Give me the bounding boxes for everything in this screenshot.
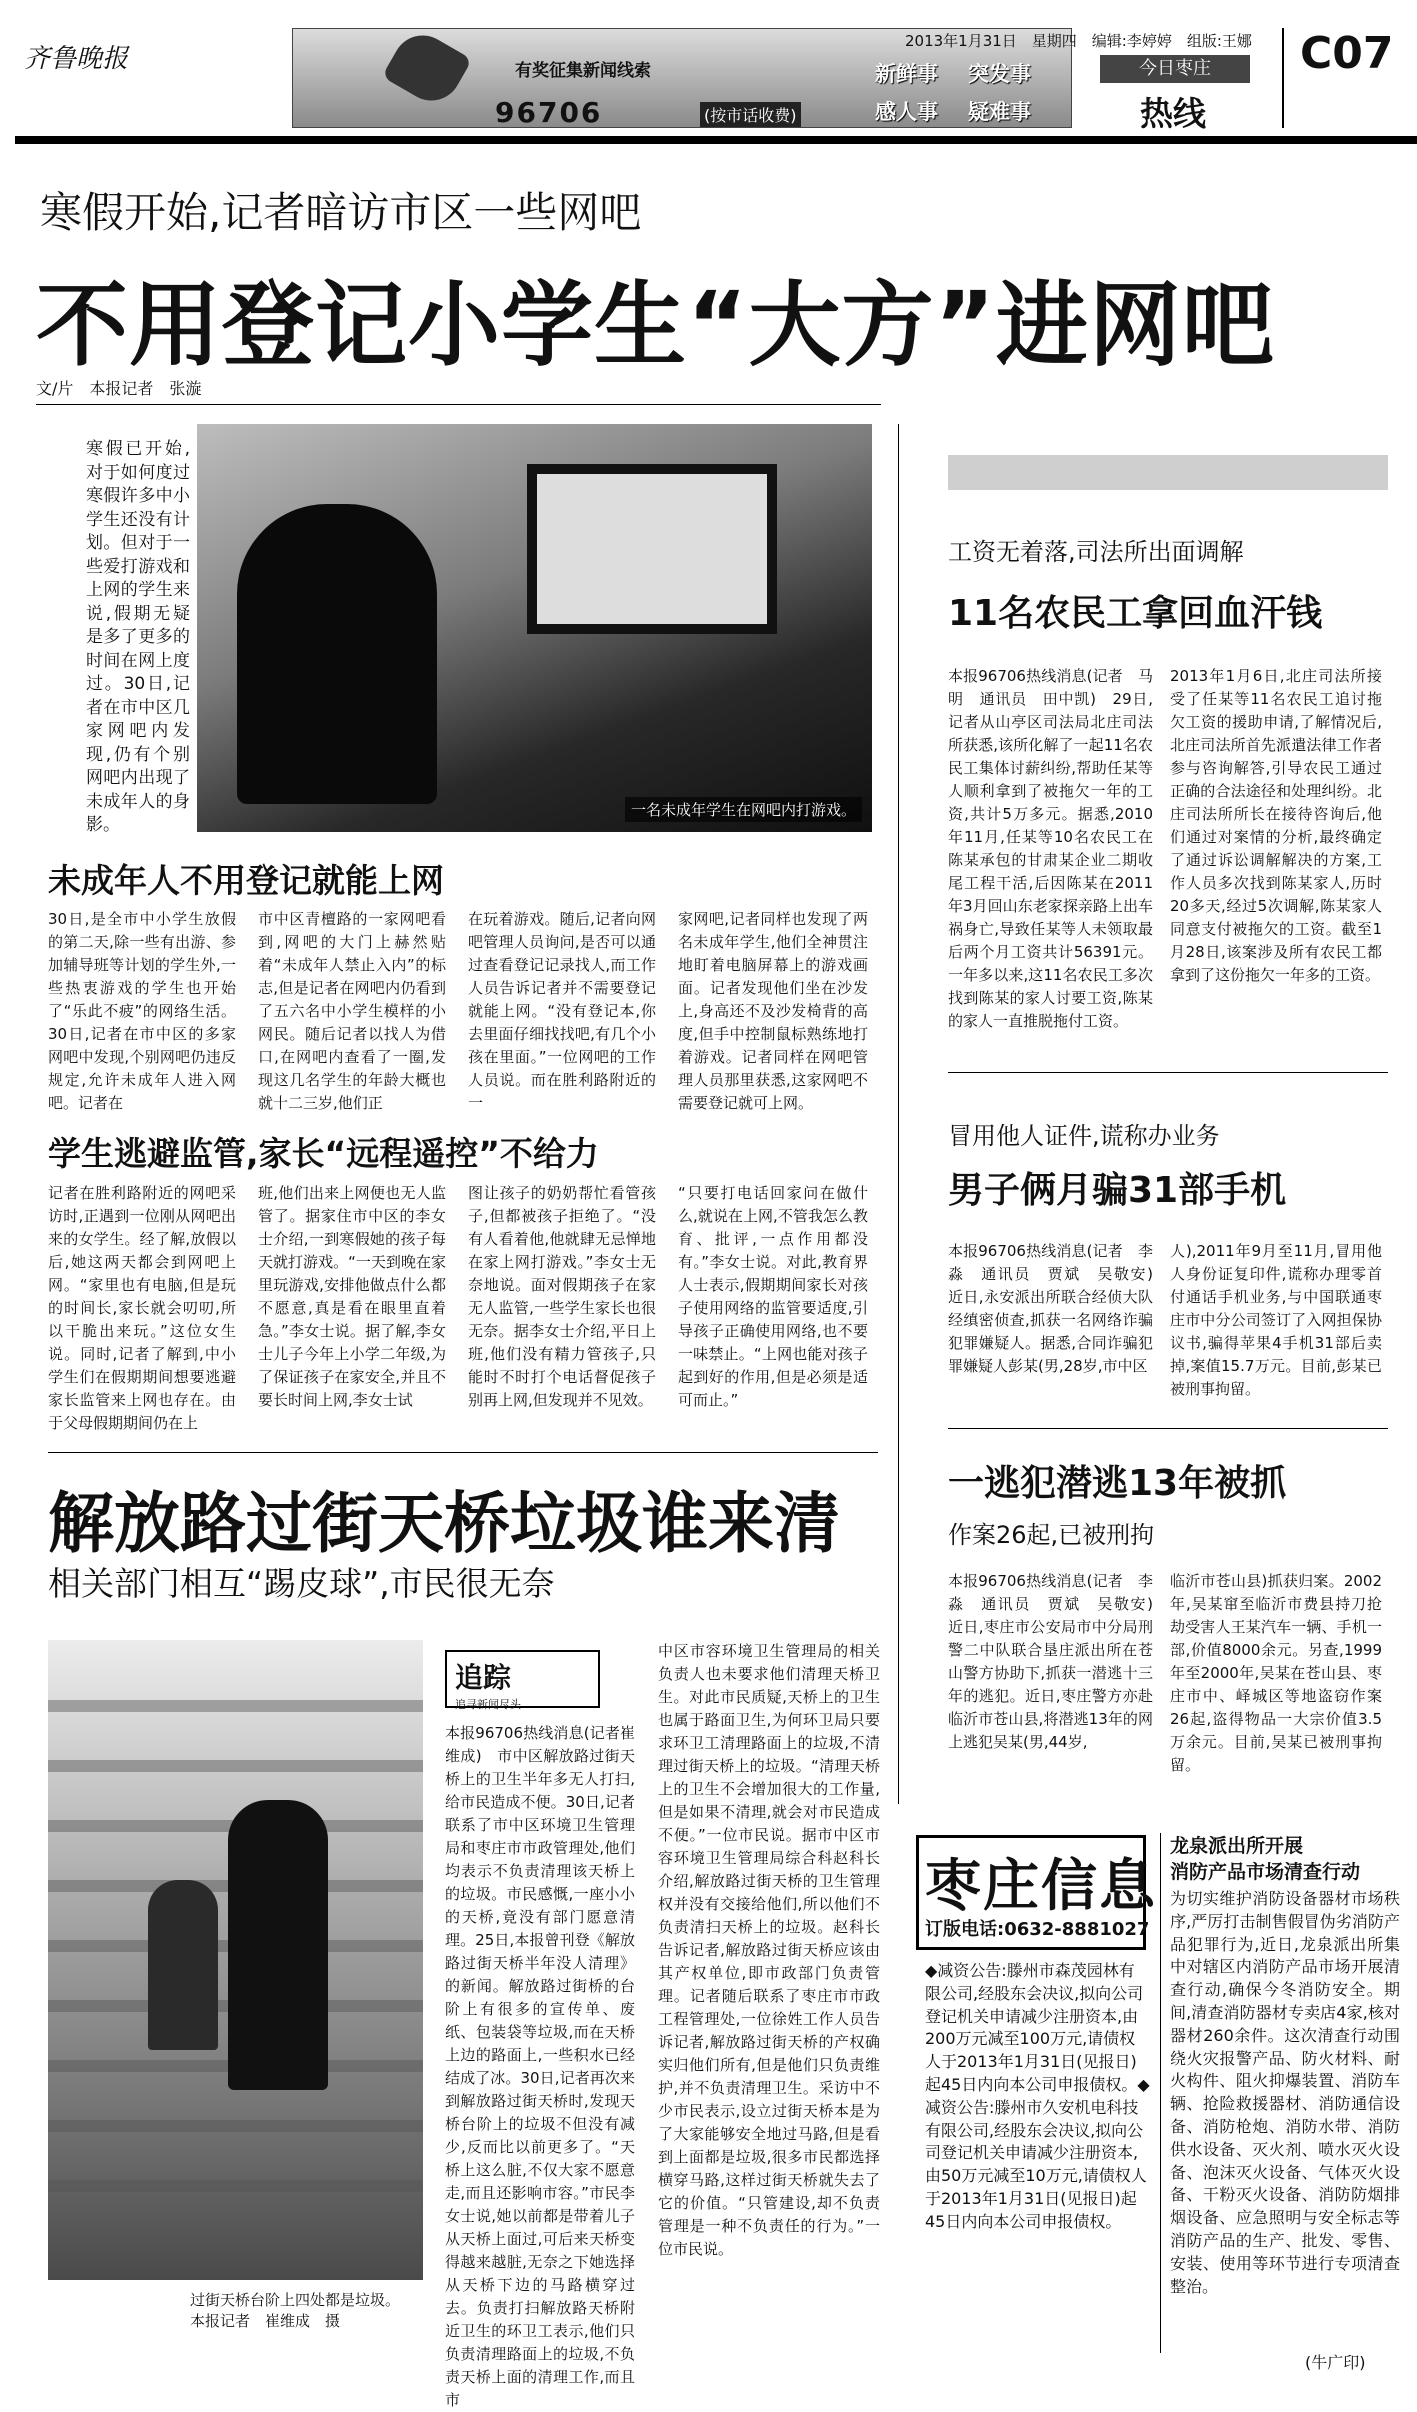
- stair-shape: [48, 1760, 423, 1772]
- story1-col: 本报96706热线消息(记者 马明 通讯员 田中凯) 29日,记者从山亭区司法局北庄司法所获悉,该所化解了一起11名农民工集体讨薪纠纷,帮助任某等人顺利拿到了被拖欠一年的工资,共计5万多元。据悉,2010年11月,任某等10名农民工在陈某承包的甘肃某企业二期收尾工程干活,后因陈某在2011年3月回山东老家探亲路上出车祸身亡,导致任某等人未领取最后两个月工资共计56391元。一年多以来,这11名农民工多次找到陈某的家人讨要工资,陈某的家人一直推脱拖付工资。: [948, 667, 1153, 1030]
- section2-title: 学生逃避监管,家长“远程遥控”不给力: [48, 1134, 599, 1173]
- chase-logo: [445, 1650, 600, 1711]
- gray-tab: [948, 455, 1388, 490]
- stair-shape: [48, 2180, 423, 2192]
- lead-headline: 不用登记小学生“大方”进网吧: [36, 272, 1275, 379]
- story1-headline: 11名农民工拿回血汗钱: [948, 593, 1323, 634]
- paper-name: 齐鲁晚报: [24, 44, 129, 74]
- lead-kicker: 寒假开始,记者暗访市区一些网吧: [40, 188, 642, 237]
- stair-shape: [48, 2120, 423, 2132]
- story1-kicker: 工资无着落,司法所出面调解: [948, 538, 1244, 566]
- section1-col: 家网吧,记者同样也发现了两名未成年学生,他们全神贯注地盯着电脑屏幕上的游戏画面。记者发现他们坐在沙发上,身高还不及沙发椅背的高度,但手中控制鼠标熟练地打着游戏。记者同样在网吧管理人员那里获悉,这家网吧不需要登记就可上网。: [678, 910, 868, 1112]
- section2-col: 班,他们出来上网便也无人监管了。据家住市中区的李女士介绍,一到寒假她的孩子每天就打游戏。“一天到晚在家里玩游戏,安排他做点什么都不愿意,真是看在眼里直着急。”李女士说。据了解,李女士儿子今年上小学二年级,为了保证孩子在家安全,并且不要长时间上网,李女士试: [258, 1184, 446, 1409]
- section-box: 今日枣庄: [1100, 55, 1250, 83]
- second-col: 中区市容环境卫生管理局的相关负责人也未要求他们清理天桥卫生。对此市民质疑,天桥上的卫生也属于路面卫生,为何环卫局只要求环卫工清理路面上的垃圾,不清理过街天桥上的垃圾。“清理天桥上的卫生不会增加很大的工作量,但是如果不清理,就会对市民造成不便。”一位市民说。据市中区市容环境卫生管理局综合科赵科长介绍,解放路过街天桥的卫生管理权并没有交接给他们,所以他们不负责清扫天桥上的垃圾。赵科长告诉记者,解放路过街天桥应该由其产权单位,即市政部门负责管理。记者随后联系了枣庄市市政工程管理处,一位徐姓工作人员告诉记者,解放路过街天桥的产权确实归他们所有,但是他们只负责维护,并不负责清理卫生。采访中不少市民表示,设立过街天桥本是为了大家能够安全地过马路,但是看到上面都是垃圾,很多市民都选择横穿马路,这样过街天桥就失去了它的价值。“只管建设,却不负责管理是一种不负责任的行为。”一位市民说。: [658, 1642, 880, 2258]
- section1-col: 市中区青檀路的一家网吧看到,网吧的大门上赫然贴着“未成年人禁止入内”的标志,但是记者在网吧内仍看到了五六名中小学生模样的小网民。随后记者以找人为借口,在网吧内查看了一圈,发现这几名学生的年龄大概也就十二三岁,他们正: [258, 910, 446, 1112]
- banner-tag: 疑难事: [968, 100, 1031, 124]
- section1-title: 未成年人不用登记就能上网: [48, 861, 444, 900]
- banner-number: 96706: [495, 96, 603, 129]
- banner-slogan: 有奖征集新闻线索: [515, 61, 651, 81]
- section2-col: 记者在胜利路附近的网吧采访时,正遇到一位刚从网吧出来的女学生。经了解,放假以后,她这两天都会到网吧上网。“家里也有电脑,但是玩的时间长,家长就会叨叨,所以干脆出来玩。”这位女生说。同时,记者了解到,中小学生们在假期期间想要逃避家长监管来上网也存在。由于父母假期期间仍在上: [48, 1184, 236, 1432]
- dateline: 2013年1月31日 星期四 编辑:李婷婷 组版:王娜: [905, 32, 1252, 50]
- story3-col: 本报96706热线消息(记者 李淼 通讯员 贾斌 吴敬安) 近日,枣庄市公安局市中分局刑警二中队联合垦庄派出所在苍山警方协助下,抓获一潜逃十三年的逃犯。近日,枣庄警方亦赴临沂市苍山县,将潜逃13年的网上逃犯吴某(男,44岁,: [948, 1572, 1169, 1751]
- woman-shape: [228, 1800, 328, 2090]
- divider: [948, 1428, 1388, 1429]
- lead-photo-caption: 一名未成年学生在网吧内打游戏。: [625, 797, 862, 822]
- column-divider: [1160, 1833, 1161, 2353]
- lead-byline: 文/片 本报记者 张漩: [36, 379, 202, 398]
- notice-body: 为切实维护消防设备器材市场秩序,严厉打击制售假冒伪劣消防产品犯罪行为,近日,龙泉派出所集中对辖区内消防产品市场开展清查行动,确保今冬消防安全。期间,清查消防器材专卖店4家,核对器材260余件。这次清查行动围绕火灾报警产品、防火材料、耐火构件、阻火抑爆装置、消防车辆、抢险救援器材、消防通信设备、消防枪炮、消防水带、消防供水设备、灭火剂、喷水灭火设备、泡沫灭火设备、气体灭火设备、干粉灭火设备、消防防烟排烟设备、应急照明与安全标志等消防产品的生产、批发、零售、安装、使用等环节进行专项清查整治。: [1170, 1889, 1400, 2296]
- banner-note: (按市话收费): [700, 102, 801, 127]
- bridge-photo-caption: 过街天桥台阶上四处都是垃圾。 本报记者 崔维成 摄: [190, 2291, 401, 2330]
- top-rule: [15, 136, 1417, 144]
- page-number: C07: [1300, 28, 1394, 79]
- notice-author: (牛广印): [1305, 2353, 1366, 2372]
- story3-subhead: 作案26起,已被刑拘: [948, 1521, 1155, 1549]
- monitor-shape: [527, 464, 777, 634]
- info-box-title: 枣庄信息: [925, 1854, 1157, 1919]
- chase-logo-title: 追踪: [455, 1661, 512, 1694]
- section2-col: “只要打电话回家问在做什么,就说在上网,不管我怎么教育、批评,一点作用都没有。”李女士说。对此,教育界人士表示,假期期间家长对孩子使用网络的监管要适度,引导孩子正确使用网络,也不要一味禁止。“上网也能对孩子起到好的作用,但是必须是适可而止。”: [678, 1184, 868, 1409]
- second-subhead: 相关部门相互“踢皮球”,市民很无奈: [48, 1564, 555, 1603]
- info-box-tel: 订版电话:0632-8881027: [925, 1919, 1150, 1940]
- lead-photo: [197, 424, 872, 832]
- info-box-body: ◆减资公告:滕州市森茂园林有限公司,经股东会决议,拟向公司登记机关申请减少注册资本,由200万元减至100万元,请债权人于2013年1月31日(见报日)起45日内向本公司申报债权。◆减资公告:滕州市久安机电科技有限公司,经股东会决议,拟向公司登记机关申请减少注册资本,由50万元减至10万元,请债权人于2013年1月31日(见报日)起45日内向本公司申报债权。: [925, 1961, 1150, 2231]
- divider: [948, 1072, 1388, 1073]
- story2-kicker: 冒用他人证件,谎称办业务: [948, 1122, 1220, 1150]
- bridge-photo: [48, 1640, 423, 2280]
- lead-intro: 寒假已开始,对于如何度过寒假许多中小学生还没有计划。但对于一些爱打游戏和上网的学生来说,假期无疑是多了更多的时间在网上度过。30日,记者在市中区几家网吧内发现,仍有个别网吧内出现了未成年人的身影。: [86, 439, 190, 835]
- banner-tag: 新鲜事: [875, 62, 938, 86]
- second-col: 本报96706热线消息(记者崔维成) 市中区解放路过街天桥上的卫生半年多无人打扫,给市民造成不便。30日,记者联系了市中区环境卫生管理局和枣庄市市政管理处,他们均表示不负责清理该天桥上的垃圾。市民感慨,一座小小的天桥,竟没有部门愿意清理。25日,本报曾刊登《解放路过街天桥半年没人清理》的新闻。解放路过街桥的台阶上有很多的宣传单、废纸、包装袋等垃圾,而在天桥上边的路面上,一些积水已经结成了冰。30日,记者再次来到解放路过街天桥时,发现天桥台阶上的垃圾不但没有减少,反而比以前更多了。“天桥上这么脏,不仅大家不愿意走,而且还影响市容。”市民李女士说,她以前都是带着儿子从天桥上面过,可后来天桥变得越来越脏,无奈之下她选择从天桥下边的马路横穿过去。负责打扫解放路天桥附近卫生的环卫工表示,他们只负责清理路面上的垃圾,不负责天桥上面的清理工作,而且市: [445, 1724, 635, 2409]
- masthead-divider: [1282, 28, 1284, 128]
- story2-col: 本报96706热线消息(记者 李淼 通讯员 贾斌 吴敬安) 近日,永安派出所联合经侦大队经缜密侦查,抓获一名网络诈骗犯罪嫌疑人。据悉,合同诈骗犯罪嫌疑人彭某(男,28岁,市中区: [948, 1242, 1169, 1375]
- banner-tag: 感人事: [875, 100, 938, 124]
- stair-shape: [48, 1700, 423, 1712]
- notice-title: 龙泉派出所开展 消防产品市场清查行动: [1170, 1835, 1361, 1883]
- story3-headline: 一逃犯潜逃13年被抓: [948, 1463, 1287, 1504]
- column-divider: [898, 424, 899, 1804]
- divider: [48, 1452, 878, 1453]
- divider: [36, 404, 881, 405]
- banner-tag: 突发事: [968, 62, 1031, 86]
- story1-col: 2013年1月6日,北庄司法所接受了任某等11名农民工追讨拖欠工资的援助申请,了解情况后,北庄司法所首先派遣法律工作者参与咨询解答,引导农民工通过正确的合法途径和处理纠纷。北庄司法所所长在接待咨询后,他们通过对案情的分析,最终确定了通过诉讼调解解决的方案,工作人员多次找到陈某家人,历时20多天,经过5次调解,陈某家人同意支付被拖欠的工资。截至1月28日,该案涉及所有农民工都拿到了这份拖欠一年多的工资。: [1170, 667, 1382, 984]
- section1-col: 在玩着游戏。随后,记者向网吧管理人员询问,是否可以通过查看登记记录找人,而工作人员告诉记者并不需要登记就能上网。“没有登记本,你去里面仔细找找吧,有几个小孩在里面。”一位网吧的工作人员说。而在胜利路附近的一: [468, 910, 656, 1112]
- section-name: 热线: [1140, 94, 1206, 133]
- child-shape: [148, 1880, 218, 2050]
- person-shape: [237, 504, 437, 804]
- chase-logo-sub: 追寻新闻尽头: [455, 1698, 521, 1711]
- section2-col: 图让孩子的奶奶帮忙看管孩子,但都被孩子拒绝了。“没有人看着他,他就肆无忌惮地在家上网打游戏。”李女士无奈地说。面对假期孩子在家无人监管,一些学生家长也很无奈。据李女士介绍,平日上班,他们没有精力管孩子,只能时不时打个电话督促孩子别再上网,但发现并不见效。: [468, 1184, 656, 1409]
- story3-col: 临沂市苍山县)抓获归案。2002年,吴某窜至临沂市费县持刀抢劫受害人王某汽车一辆、手机一部,价值8000余元。另查,1999年至2000年,吴某在苍山县、枣庄市中、峄城区等地盗窃作案26起,盗得物品一大宗价值3.5万余元。目前,吴某已被刑事拘留。: [1170, 1572, 1382, 1774]
- story2-col: 人),2011年9月至11月,冒用他人身份证复印件,谎称办理零首付通话手机业务,与中国联通枣庄市中分公司签订了入网担保协议书,骗得苹果4手机31部后卖掉,案值15.7万元。目前,彭某已被刑事拘留。: [1170, 1242, 1382, 1398]
- second-headline: 解放路过街天桥垃圾谁来清: [48, 1485, 840, 1562]
- section1-col: 30日,是全市中小学生放假的第二天,除一些有出游、参加辅导班等计划的学生外,一些热衷游戏的学生也开始了“乐此不疲”的网络生活。30日,记者在市中区的多家网吧中发现,个别网吧仍违反规定,允许未成年人进入网吧。记者在: [48, 910, 236, 1112]
- story2-headline: 男子俩月骗31部手机: [948, 1170, 1287, 1211]
